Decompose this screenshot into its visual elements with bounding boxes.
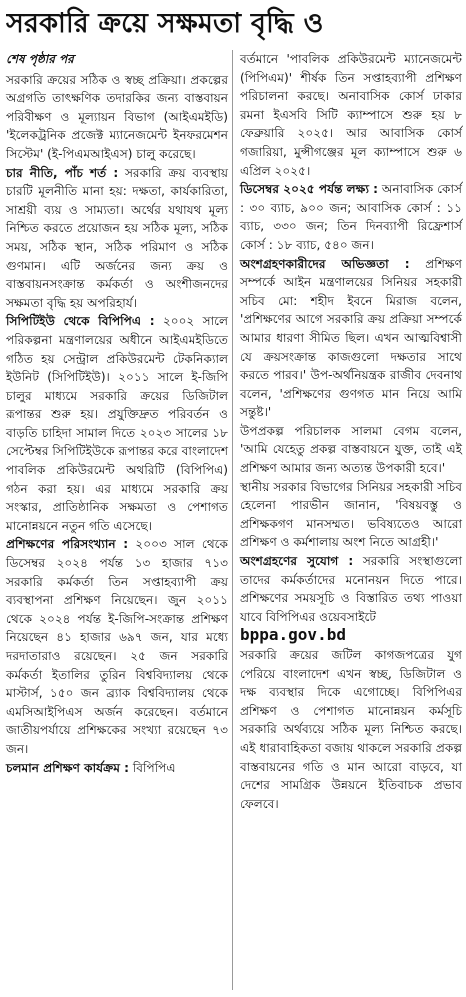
paragraph (6, 535, 228, 758)
subheading: সিপিটিইউ থেকে বিপিপিএ : (6, 314, 155, 329)
paragraph-text: সরকারি সংস্থাগুলো তাদের কর্মকর্তাদের মনোনয়ন দিতে পারে। প্রশিক্ষণের সময়সূচি ও বিস্তারিত তথ্য পাওয়া যাবে বিপিপিএর ওয়েবসাইটে (240, 554, 462, 624)
subheading: অংশগ্রহণকারীদের অভিজ্ঞতা : (240, 256, 410, 271)
left-column (6, 50, 228, 777)
paragraph (6, 71, 228, 164)
article-headline: সরকারি ক্রয়ে সক্ষমতা বৃদ্ধি ও (6, 8, 324, 39)
paragraph (240, 50, 462, 180)
paragraph (240, 646, 462, 813)
paragraph-text: স্থানীয় সরকার বিভাগের সিনিয়র সহকারী সচিব হেলেনা পারভীন জানান, 'বিষয়বস্তু ও প্রশিক্ষকগণ মানসম্মত। ভবিষ্যতেও আরো প্রশিক্ষণ ও কর্মশালায় অংশ নিতে আগ্রহী।' (240, 479, 462, 550)
continued-from-label: শেষ পৃষ্ঠার পর (6, 52, 74, 66)
paragraph-text: প্রশিক্ষণ সম্পর্কে আইন মন্ত্রণালয়ের সিনিয়র সহকারী সচিব মো: শহীদ ইবনে মিরাজ বলেন, 'প্রশিক্ষণের আগে সরকারি ক্রয় প্রক্রিয়া সম্পর্কে আমার ধারণা সীমিত ছিল। এখন আত্মবিশ্বাসী যে ক্রয়সংক্রান্ত কাজগুলো দক্ষতার সাথে করতে পারব।' উপ-অর্থনিয়ন্ত্রক রাজীব দেবনাথ বলেন, 'প্রশিক্ষণের গুণগত মান নিয়ে আমি সন্তুষ্ট।' (240, 256, 462, 420)
paragraph (6, 759, 228, 778)
paragraph (240, 552, 462, 626)
paragraph-text: সরকারি ক্রয়ের জটিল কাগজপত্রের যুগ পেরিয়ে বাংলাদেশ এখন স্বচ্ছ, ডিজিটাল ও দক্ষ ব্যবস্থার দিকে এগোচ্ছে। বিপিপিএর প্রশিক্ষণ ও পেশাগত মানোন্নয়ন কর্মসূচি সরকারি অর্থব্যয়ে সঠিক মূল্য নিশ্চিত করছে। এই ধারাবাহিকতা বজায় থাকলে সরকারি প্রকল্প বাস্তবায়নের গতি ও মান আরো বাড়বে, যা দেশের সামগ্রিক উন্নয়নে ইতিবাচক প্রভাব ফেলবে। (240, 648, 462, 811)
subheading: অংশগ্রহণের সুযোগ : (240, 554, 354, 569)
subheading: ডিসেম্বর ২০২৫ পর্যন্ত লক্ষ্য : (240, 182, 379, 197)
subheading: চলমান প্রশিক্ষণ কার্যক্রম : (6, 760, 129, 775)
paragraph-text: অনাবাসিক কোর্স : ৩০ ব্যাচ, ৯০০ জন; আবাসিক কোর্স : ১১ ব্যাচ, ৩৩০ জন; তিন দিনব্যাপী রিফ্রেশার্স কোর্স : ১৮ ব্যাচ, ৫৪০ জন। (240, 182, 462, 252)
paragraph-text: বর্তমানে 'পাবলিক প্রকিউরমেন্ট ম্যানেজমেন্ট (পিপিএম)' শীর্ষক তিন সপ্তাহব্যাপী প্রশিক্ষণ পরিচালনা করছে। অনাবাসিক কোর্স ঢাকার রমনা ইএসবি সিটি ক্যাম্পাসে শুরু হয় ৮ ফেব্রুয়ারি ২০২৫। আর আবাসিক কোর্স গজারিয়া, মুন্সীগঞ্জের মূল ক্যাম্পাসে শুরু ৬ এপ্রিল ২০২৫। (240, 52, 462, 178)
paragraph-text: ২০০৩ সাল থেকে ডিসেম্বর ২০২৪ পর্যন্ত ১৩ হাজার ৭১৩ সরকারি কর্মকর্তা তিন সপ্তাহব্যাপী ক্রয় ব্যবস্থাপনা প্রশিক্ষণ নিয়েছেন। জুন ২০১১ থেকে ২০২৪ পর্যন্ত ই-জিপি-সংক্রান্ত প্রশিক্ষণ নিয়েছেন ৪১ হাজার ৬৯৭ জন, যার মধ্যে দরদাতারাও রয়েছেন। ২৫ জন সরকারি কর্মকর্তা ইতালির তুরিন বিশ্ববিদ্যালয় থেকে মাস্টার্স, ১৫০ জন ব্র্যাক বিশ্ববিদ্যালয় থেকে এমসিআইপিএস অর্জন করেছেন। বর্তমানে জাতীয়পর্যায়ে প্রশিক্ষকের সংখ্যা রয়েছেন ৭৩ জন। (6, 537, 228, 756)
paragraph-text: ২০০২ সালে পরিকল্পনা মন্ত্রণালয়ের অধীনে আইএমইডিতে গঠিত হয় সেন্ট্রাল প্রকিউরমেন্ট টেকনিক্যাল ইউনিট (সিপিটিইউ)। ২০১১ সালে ই-জিপি চালুর মাধ্যমে সরকারি ক্রয়ের ডিজিটাল রূপান্তর শুরু হয়। প্রযুক্তিদ্রুত পরিবর্তন ও বাড়তি চাহিদা সামাল দিতে ২০২৩ সালের ১৮ সেপ্টেম্বর সিপিটিইউকে রূপান্তর করে বাংলাদেশ পাবলিক প্রকিউরমেন্ট অথরিটি (বিপিপিএ) গঠন করা হয়। এর মাধ্যমে সরকারি ক্রয় সংস্কার, প্রাতিষ্ঠানিক সক্ষমতা ও পেশাগত মানোন্নয়নে নতুন গতি এসেছে। (6, 314, 228, 533)
subheading: প্রশিক্ষণের পরিসংখ্যান : (6, 537, 129, 552)
paragraph (240, 422, 462, 478)
right-column (240, 50, 462, 813)
website-url[interactable]: bppa.gov.bd (240, 625, 346, 645)
paragraph-text: বিপিপিএ (132, 760, 176, 775)
paragraph-text: সরকারি ক্রয় ব্যবস্থায় চারটি মূলনীতি মানা হয়: দক্ষতা, কার্যকারিতা, সাশ্রয়ী ব্যয় ও সাম্যতা। অর্থের যথাযথ মূল্য নিশ্চিত করতে প্রয়োজন হয় সঠিক মূল্য, সঠিক সময়, সঠিক স্থান, সঠিক পরিমাণ ও সঠিক গুণমান। এটি অর্জনের জন্য ক্রয় ও বাস্তবায়নসংক্রান্ত কর্মকর্তা ও অংশীজনদের সক্ষমতা বৃদ্ধি হয় অপরিহার্য। (6, 165, 228, 310)
paragraph (240, 180, 462, 254)
website-url-line (240, 626, 462, 646)
paragraph (240, 255, 462, 422)
column-divider (232, 50, 233, 990)
paragraph-text: উপপ্রকল্প পরিচালক সালমা বেগম বলেন, 'আমি যেহেতু প্রকল্প বাস্তবায়নে যুক্ত, তাই এই প্রশিক্ষণ আমার জন্য অত্যন্ত উপকারী হবে।' (240, 423, 462, 476)
paragraph (6, 312, 228, 535)
paragraph (6, 164, 228, 313)
subheading: চার নীতি, পাঁচ শর্ত : (6, 165, 119, 180)
paragraph (240, 478, 462, 552)
paragraph-text: সরকারি ক্রয়ের সঠিক ও স্বচ্ছ প্রক্রিয়া। প্রকল্পের অগ্রগতি তাৎক্ষণিক তদারকির জন্য বাস্তবায়ন পরিবীক্ষণ ও মূল্যায়ন বিভাগ (আইএমইডি) 'ইলেকট্রনিক প্রজেক্ট ম্যানেজমেন্ট ইনফরমেশন সিস্টেম' (ই-পিএমআইএস) চালু করেছে। (6, 72, 228, 161)
